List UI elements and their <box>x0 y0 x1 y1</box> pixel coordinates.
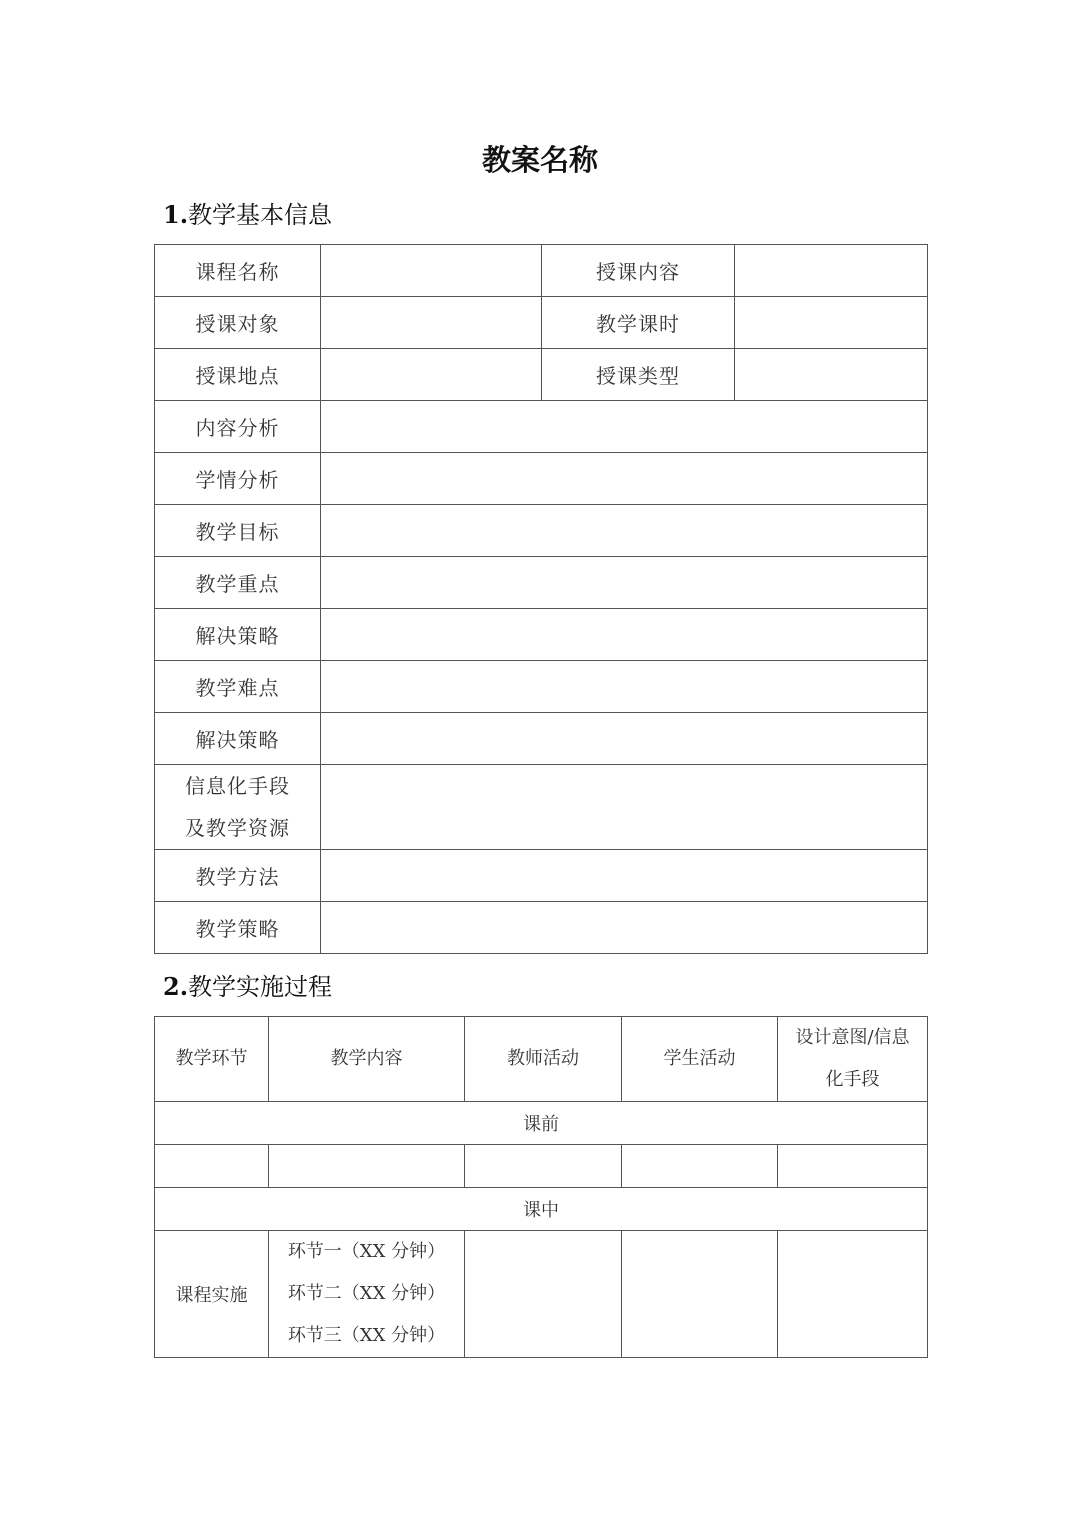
value-teaching-content[interactable] <box>735 245 928 297</box>
value-lesson-type[interactable] <box>735 349 928 401</box>
table-row <box>155 505 928 557</box>
section-title: 教学实施过程 <box>188 973 333 1001</box>
header-student-activity: 学生活动 <box>622 1017 778 1102</box>
label-difficulties: 教学难点 <box>155 661 321 713</box>
cell-before-student[interactable] <box>622 1145 778 1188</box>
table-row <box>155 349 928 401</box>
value-class-hours[interactable] <box>735 297 928 349</box>
label-implementation: 课程实施 <box>155 1231 269 1358</box>
phase-row-during-class <box>155 1188 928 1231</box>
label-lesson-type: 授课类型 <box>542 349 735 401</box>
header-design-intent-line1: 设计意图/信息 <box>795 1027 910 1048</box>
implementation-stages <box>269 1231 465 1358</box>
process-table <box>154 1016 928 1358</box>
basic-info-table <box>154 244 928 954</box>
label-strategies: 教学策略 <box>155 902 321 954</box>
value-strategies[interactable] <box>321 902 928 954</box>
phase-row-before-class <box>155 1102 928 1145</box>
table-row <box>155 765 928 850</box>
phase-before-class: 课前 <box>155 1102 928 1145</box>
cell-during-teacher[interactable] <box>465 1231 622 1358</box>
value-methods[interactable] <box>321 850 928 902</box>
label-course-name: 课程名称 <box>155 245 321 297</box>
label-objectives: 教学目标 <box>155 505 321 557</box>
label-info-means <box>155 765 321 850</box>
cell-before-teacher[interactable] <box>465 1145 622 1188</box>
table-row <box>155 609 928 661</box>
header-design-intent-line2: 化手段 <box>825 1069 880 1090</box>
label-difficulties-strategy: 解决策略 <box>155 713 321 765</box>
value-learner-analysis[interactable] <box>321 453 928 505</box>
stage-1: 环节一（XX 分钟） <box>287 1241 446 1262</box>
value-audience[interactable] <box>321 297 542 349</box>
header-content: 教学内容 <box>269 1017 465 1102</box>
header-design-intent <box>778 1017 928 1102</box>
cell-during-student[interactable] <box>622 1231 778 1358</box>
label-info-means-line1: 信息化手段 <box>185 774 290 798</box>
table-row <box>155 1231 928 1358</box>
value-location[interactable] <box>321 349 542 401</box>
label-key-points: 教学重点 <box>155 557 321 609</box>
value-course-name[interactable] <box>321 245 542 297</box>
table-row <box>155 245 928 297</box>
value-objectives[interactable] <box>321 505 928 557</box>
table-row <box>155 713 928 765</box>
section-title: 教学基本信息 <box>188 201 333 229</box>
value-difficulties[interactable] <box>321 661 928 713</box>
table-row <box>155 297 928 349</box>
value-difficulties-strategy[interactable] <box>321 713 928 765</box>
table-row <box>155 902 928 954</box>
phase-during-class: 课中 <box>155 1188 928 1231</box>
table-header-row <box>155 1017 928 1102</box>
stage-2: 环节二（XX 分钟） <box>287 1283 446 1304</box>
label-location: 授课地点 <box>155 349 321 401</box>
table-row <box>155 850 928 902</box>
cell-before-content[interactable] <box>269 1145 465 1188</box>
table-row <box>155 557 928 609</box>
label-learner-analysis: 学情分析 <box>155 453 321 505</box>
table-row <box>155 1145 928 1188</box>
section-heading-process <box>163 969 332 1005</box>
section-heading-basic-info <box>163 197 332 233</box>
header-stage: 教学环节 <box>155 1017 269 1102</box>
section-number: 2. <box>163 972 189 1001</box>
cell-before-design[interactable] <box>778 1145 928 1188</box>
cell-before-stage[interactable] <box>155 1145 269 1188</box>
label-audience: 授课对象 <box>155 297 321 349</box>
label-content-analysis: 内容分析 <box>155 401 321 453</box>
table-row <box>155 661 928 713</box>
value-content-analysis[interactable] <box>321 401 928 453</box>
document-title: 教案名称 <box>481 143 598 177</box>
label-key-points-strategy: 解决策略 <box>155 609 321 661</box>
table-row <box>155 453 928 505</box>
value-key-points-strategy[interactable] <box>321 609 928 661</box>
value-info-means[interactable] <box>321 765 928 850</box>
stage-3: 环节三（XX 分钟） <box>287 1325 446 1346</box>
section-number: 1. <box>163 200 189 229</box>
table-row <box>155 401 928 453</box>
label-info-means-line2: 及教学资源 <box>185 816 290 840</box>
value-key-points[interactable] <box>321 557 928 609</box>
label-methods: 教学方法 <box>155 850 321 902</box>
header-teacher-activity: 教师活动 <box>465 1017 622 1102</box>
label-class-hours: 教学课时 <box>542 297 735 349</box>
cell-during-design[interactable] <box>778 1231 928 1358</box>
label-teaching-content: 授课内容 <box>542 245 735 297</box>
